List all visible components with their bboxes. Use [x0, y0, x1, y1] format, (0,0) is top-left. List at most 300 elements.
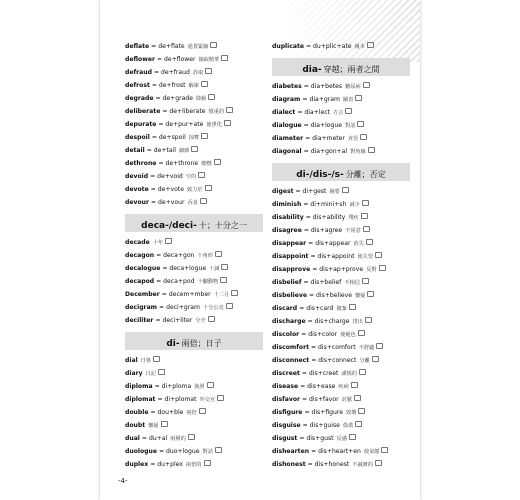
entry-word: disagree	[272, 227, 302, 234]
page-number: -4-	[118, 477, 128, 485]
vocab-entry	[272, 302, 410, 315]
vocab-entry	[125, 105, 263, 118]
entry-etymology: = dis+ap+prove	[312, 266, 364, 273]
entry-word: discharge	[272, 318, 306, 325]
entry-translation: 詐取	[192, 70, 204, 76]
entry-word: duplicate	[272, 43, 305, 50]
vocab-entry	[272, 432, 410, 445]
entry-etymology: = de+void	[150, 173, 183, 180]
vocab-entry	[272, 328, 410, 341]
entry-translation: 對話	[345, 123, 356, 129]
entry-word: duologue	[125, 448, 157, 455]
entry-translation: 使淨化	[206, 122, 222, 128]
entry-etymology: = dia+logue	[303, 122, 343, 129]
entry-word: defraud	[125, 69, 152, 76]
audio-icon[interactable]	[207, 382, 214, 388]
entry-translation: 毀壞	[346, 410, 357, 416]
entry-translation: 細節	[178, 148, 190, 154]
vocab-entry	[125, 170, 263, 183]
audio-icon[interactable]	[368, 147, 375, 153]
entry-translation: 十角形	[197, 253, 213, 259]
entry-translation: 懷疑	[355, 293, 366, 299]
entry-translation: 廢黜	[201, 161, 212, 167]
entry-translation: 十誡	[209, 266, 220, 272]
vocab-entry	[125, 380, 263, 393]
audio-icon[interactable]	[365, 317, 372, 323]
entry-etymology: = de+fraud	[153, 69, 190, 76]
vocab-entry	[272, 354, 410, 367]
entry-word: disappear	[272, 240, 307, 247]
entry-translation: 排出	[352, 319, 363, 325]
section-root: dia-	[302, 65, 322, 75]
entry-word: disguise	[272, 422, 301, 429]
entry-word: discard	[272, 305, 298, 312]
vocab-entry	[272, 445, 410, 458]
entry-translation: 反對	[366, 267, 377, 273]
entry-etymology: = de+vote	[150, 186, 184, 193]
entry-translation: 降級	[195, 96, 207, 102]
audio-icon[interactable]	[375, 252, 382, 258]
entry-etymology: = dia+meter	[305, 135, 345, 142]
vocab-entry	[125, 393, 263, 406]
entry-translation: 殘疾	[348, 215, 359, 221]
audio-icon[interactable]	[221, 55, 228, 61]
vocab-entry	[272, 93, 410, 106]
vocab-entry	[272, 380, 410, 393]
entry-translation: 不誠實的	[352, 462, 374, 468]
entry-word: detail	[125, 147, 145, 154]
section-root: deca-/deci-	[141, 221, 197, 231]
vocab-entry	[125, 249, 263, 262]
entry-etymology: = du+plex	[150, 461, 183, 468]
entry-etymology: = deca+pod	[156, 278, 195, 285]
entry-translation: 兩層的	[170, 436, 186, 442]
audio-icon[interactable]	[188, 434, 195, 440]
entry-translation: 複本	[354, 44, 365, 50]
entry-etymology: = dia+betes	[303, 83, 343, 90]
entry-translation: 十分公克	[202, 305, 224, 311]
audio-icon[interactable]	[357, 121, 364, 127]
entry-translation: 偽裝	[342, 423, 354, 429]
entry-word: deciliter	[125, 317, 154, 324]
section-meaning: 穿越；兩者之間	[323, 65, 380, 74]
entry-etymology: = dis+favor	[302, 396, 339, 403]
entry-etymology: = decem+mber	[161, 291, 211, 298]
audio-icon[interactable]	[215, 251, 222, 257]
vocab-entry	[125, 196, 263, 209]
entry-word: double	[125, 409, 149, 416]
vocab-entry	[125, 53, 263, 66]
entry-word: devour	[125, 199, 149, 206]
vocab-entry	[125, 432, 263, 445]
entry-word: discomfort	[272, 344, 309, 351]
vocab-entry	[125, 144, 263, 157]
entry-translation: 不同意	[345, 228, 361, 234]
audio-icon[interactable]	[220, 277, 227, 283]
vocab-entry	[272, 211, 410, 224]
entry-word: discolor	[272, 331, 300, 338]
entry-etymology: = dis+appear	[308, 240, 351, 247]
entry-word: dethrone	[125, 160, 157, 167]
entry-translation: 不舒適	[358, 345, 375, 351]
audio-icon[interactable]	[381, 447, 388, 453]
section-header	[272, 58, 410, 76]
entry-etymology: = dia+gram	[302, 96, 340, 103]
entry-word: disbelief	[272, 279, 302, 286]
entry-etymology: = dis+comfort	[310, 344, 356, 351]
entry-etymology: = de+vour	[151, 199, 185, 206]
entry-etymology: = di+ploma	[154, 383, 192, 390]
entry-etymology: = dis+guise	[302, 422, 340, 429]
vocab-entry	[125, 354, 263, 367]
vocab-entry	[272, 40, 410, 53]
entry-word: dishonest	[272, 461, 306, 468]
audio-icon[interactable]	[355, 95, 362, 101]
entry-translation: 分升	[195, 318, 206, 324]
entry-word: disbelieve	[272, 292, 307, 299]
entry-etymology: = duo+logue	[159, 448, 200, 455]
entry-etymology: = dia+lect	[297, 109, 330, 116]
left-column	[125, 40, 263, 471]
audio-icon[interactable]	[375, 460, 382, 466]
entry-translation: 解凍	[188, 83, 199, 89]
entry-translation: 拋棄	[336, 306, 347, 312]
entry-etymology: = di+plomat	[157, 396, 197, 403]
vocab-entry	[125, 79, 263, 92]
vocab-entry	[272, 406, 410, 419]
audio-icon[interactable]	[363, 82, 370, 88]
audio-icon[interactable]	[231, 290, 238, 296]
entry-translation: 通貨緊縮	[187, 44, 209, 50]
audio-icon[interactable]	[205, 185, 212, 191]
entry-etymology: = de+frost	[151, 82, 186, 89]
audio-icon[interactable]	[360, 134, 367, 140]
entry-translation: 掠奪	[188, 135, 200, 141]
entry-word: discreet	[272, 370, 300, 377]
entry-word: degrade	[125, 95, 154, 102]
entry-translation: 對話	[202, 449, 213, 455]
audio-icon[interactable]	[165, 238, 172, 244]
entry-etymology: = dis+ease	[300, 383, 336, 390]
entry-word: dual	[125, 435, 140, 442]
entry-translation: 分離	[359, 358, 370, 364]
entry-word: diagonal	[272, 148, 302, 155]
audio-icon[interactable]	[201, 81, 208, 87]
audio-icon[interactable]	[210, 42, 217, 48]
entry-word: disappoint	[272, 253, 309, 260]
vocab-entry	[125, 301, 263, 314]
entry-etymology: = dis+ability	[305, 214, 346, 221]
section-root: di-/dis-/s-	[296, 170, 344, 180]
audio-icon[interactable]	[354, 395, 361, 401]
entry-translation: 減少	[349, 202, 360, 208]
entry-word: deflate	[125, 43, 150, 50]
audio-icon[interactable]	[363, 226, 370, 232]
vocab-entry	[272, 367, 410, 380]
entry-etymology: = dis+creet	[301, 370, 339, 377]
entry-translation: 日晷	[140, 358, 152, 364]
vocab-entry	[272, 315, 410, 328]
audio-icon[interactable]	[349, 304, 356, 310]
entry-word: diabetes	[272, 83, 302, 90]
entry-word: diplomat	[125, 396, 156, 403]
entry-etymology: = dis+color	[301, 331, 338, 338]
audio-icon[interactable]	[201, 133, 208, 139]
vocab-entry	[125, 236, 263, 249]
entry-word: decapod	[125, 278, 155, 285]
entry-etymology: = di+gest	[295, 188, 327, 195]
entry-word: December	[125, 291, 160, 298]
entry-translation: 圖表	[342, 97, 354, 103]
entry-word: disconnect	[272, 357, 310, 364]
entry-etymology: = dis+heart+en	[311, 448, 361, 455]
entry-translation: 懷疑	[148, 423, 159, 429]
audio-icon[interactable]	[215, 447, 222, 453]
entry-etymology: = dou+ble	[150, 409, 184, 416]
entry-word: decigram	[125, 304, 158, 311]
vocab-entry	[272, 80, 410, 93]
audio-icon[interactable]	[367, 42, 374, 48]
entry-word: dial	[125, 357, 138, 364]
vocab-entry	[125, 66, 263, 79]
audio-icon[interactable]	[362, 200, 369, 206]
audio-icon[interactable]	[199, 408, 206, 414]
vocab-entry	[125, 275, 263, 288]
audio-icon[interactable]	[358, 330, 365, 336]
vocab-entry	[125, 419, 263, 432]
entry-word: dialogue	[272, 122, 302, 129]
vocab-entry	[125, 262, 263, 275]
audio-icon[interactable]	[362, 278, 369, 284]
audio-icon[interactable]	[367, 291, 374, 297]
audio-icon[interactable]	[372, 356, 379, 362]
entry-translation: 不相信	[344, 280, 360, 286]
entry-etymology: = de+grade	[155, 95, 193, 102]
entry-etymology: = dis+charge	[307, 318, 350, 325]
audio-icon[interactable]	[351, 382, 358, 388]
entry-etymology: = du+plic+ate	[306, 43, 352, 50]
vocab-entry	[125, 131, 263, 144]
entry-translation: 日記	[145, 371, 156, 377]
vocab-entry	[272, 106, 410, 119]
vocab-entry	[125, 288, 263, 301]
entry-translation: 疾病	[338, 384, 349, 390]
audio-icon[interactable]	[376, 343, 383, 349]
section-meaning: 十；十分之一	[198, 221, 247, 230]
audio-icon[interactable]	[214, 159, 221, 165]
audio-icon[interactable]	[204, 460, 211, 466]
entry-word: deflower	[125, 56, 155, 63]
right-column	[272, 40, 410, 471]
entry-word: devoid	[125, 173, 149, 180]
vocab-entry	[125, 406, 263, 419]
audio-icon[interactable]	[208, 94, 215, 100]
audio-icon[interactable]	[359, 369, 366, 375]
entry-etymology: = de+throne	[158, 160, 199, 167]
entry-etymology: = dis+belief	[303, 279, 342, 286]
vocab-entry	[272, 145, 410, 158]
vocab-entry	[125, 118, 263, 131]
vocab-entry	[125, 183, 263, 196]
section-root: di-	[166, 339, 180, 349]
vocab-entry	[125, 314, 263, 327]
audio-icon[interactable]	[200, 198, 207, 204]
entry-etymology: = de+liberate	[162, 108, 206, 115]
entry-etymology: = dis+figure	[304, 409, 344, 416]
audio-icon[interactable]	[205, 68, 212, 74]
audio-icon[interactable]	[191, 146, 198, 152]
audio-icon[interactable]	[366, 239, 373, 245]
entry-etymology: = deci+liter	[155, 317, 193, 324]
vocab-entry	[272, 224, 410, 237]
vocab-entry	[272, 458, 410, 471]
audio-icon[interactable]	[358, 408, 365, 414]
entry-word: digest	[272, 188, 294, 195]
section-meaning: 兩倍；日子	[181, 339, 222, 348]
audio-icon[interactable]	[217, 395, 224, 401]
audio-icon[interactable]	[345, 108, 352, 114]
entry-translation: 十腳動物	[197, 279, 219, 285]
audio-icon[interactable]	[208, 316, 215, 322]
entry-word: diagram	[272, 96, 301, 103]
audio-icon[interactable]	[355, 421, 362, 427]
entry-word: devote	[125, 186, 149, 193]
entry-word: duplex	[125, 461, 149, 468]
entry-word: dishearten	[272, 448, 310, 455]
entry-word: depurate	[125, 121, 157, 128]
entry-translation: 兩倍	[186, 410, 197, 416]
vocab-entry	[272, 119, 410, 132]
entry-translation: 消失	[353, 241, 364, 247]
entry-etymology: = du+al	[141, 435, 168, 442]
vocab-entry	[272, 237, 410, 250]
vocab-entry	[125, 92, 263, 105]
entry-etymology: = dis+connect	[311, 357, 357, 364]
entry-word: disease	[272, 383, 299, 390]
audio-icon[interactable]	[161, 421, 168, 427]
entry-etymology: = de+flower	[156, 56, 196, 63]
entry-translation: 兩倍的	[185, 462, 202, 468]
entry-translation: 十二月	[213, 292, 230, 298]
entry-etymology: = dis+agree	[303, 227, 343, 234]
entry-translation: 慎重的	[208, 109, 225, 115]
entry-word: defrost	[125, 82, 150, 89]
audio-icon[interactable]	[226, 303, 233, 309]
audio-icon[interactable]	[379, 265, 386, 271]
entry-word: deliberate	[125, 108, 161, 115]
entry-word: dialect	[272, 109, 296, 116]
vocab-entry	[272, 263, 410, 276]
entry-word: disfigure	[272, 409, 303, 416]
entry-translation: 致力於	[186, 187, 203, 193]
vocab-entry	[125, 40, 263, 53]
entry-translation: 謹慎的	[341, 371, 357, 377]
entry-word: decalogue	[125, 265, 161, 272]
entry-translation: 執照	[194, 384, 205, 390]
entry-translation: 外交官	[199, 397, 216, 403]
vocab-entry	[272, 198, 410, 211]
entry-word: disfavor	[272, 396, 301, 403]
vocab-entry	[272, 419, 410, 432]
vocab-entry	[125, 367, 263, 380]
vocab-entry	[125, 157, 263, 170]
entry-word: diminish	[272, 201, 302, 208]
vocab-entry	[272, 276, 410, 289]
entry-word: disgust	[272, 435, 298, 442]
audio-icon[interactable]	[342, 187, 349, 193]
section-header	[125, 332, 263, 350]
vocab-entry	[272, 250, 410, 263]
vocab-entry	[272, 289, 410, 302]
entry-word: diploma	[125, 383, 153, 390]
audio-icon[interactable]	[153, 356, 160, 362]
entry-etymology: = de+pur+ate	[158, 121, 204, 128]
entry-translation: 使褪色	[340, 332, 356, 338]
entry-translation: 十年	[152, 240, 164, 246]
vocab-entry	[125, 445, 263, 458]
audio-icon[interactable]	[361, 213, 368, 219]
entry-translation: 對角線	[350, 149, 366, 155]
entry-etymology: = de+flate	[151, 43, 185, 50]
entry-translation: 使失望	[357, 254, 374, 260]
entry-etymology: = de+tail	[146, 147, 176, 154]
entry-translation: 反感	[336, 436, 347, 442]
entry-etymology: = deca+logue	[162, 265, 207, 272]
entry-translation: 直徑	[347, 136, 359, 142]
entry-word: despoil	[125, 134, 150, 141]
entry-etymology: = dis+gust	[299, 435, 334, 442]
audio-icon[interactable]	[198, 172, 205, 178]
entry-translation: 方言	[332, 110, 344, 116]
vocab-entry	[272, 185, 410, 198]
entry-etymology: = dis+believe	[309, 292, 352, 299]
entry-translation: 吞食	[187, 200, 198, 206]
audio-icon[interactable]	[226, 107, 233, 113]
entry-word: diary	[125, 370, 143, 377]
audio-icon[interactable]	[221, 264, 228, 270]
entry-word: diameter	[272, 135, 304, 142]
audio-icon[interactable]	[158, 369, 165, 375]
entry-etymology: = dia+gon+al	[303, 148, 348, 155]
entry-etymology: = deca+gon	[156, 252, 195, 259]
entry-translation: 摘要	[329, 189, 340, 195]
section-meaning: 分離；否定	[345, 170, 386, 179]
entry-word: disability	[272, 214, 304, 221]
entry-word: disapprove	[272, 266, 311, 273]
book-page	[100, 0, 420, 500]
entry-translation: 討厭	[341, 397, 353, 403]
entry-translation: 空的	[185, 174, 197, 180]
entry-etymology: = deci+gram	[159, 304, 200, 311]
vocab-entry	[272, 341, 410, 354]
entry-word: doubt	[125, 422, 146, 429]
vocab-entry	[272, 132, 410, 145]
audio-icon[interactable]	[224, 120, 231, 126]
vocab-entry	[272, 393, 410, 406]
entry-etymology: = de+spoil	[151, 134, 186, 141]
section-header	[272, 163, 410, 181]
entry-word: decagon	[125, 252, 155, 259]
entry-etymology: = dis+card	[299, 305, 334, 312]
entry-etymology: = di+mini+sh	[303, 201, 347, 208]
entry-etymology: = dis+appoint	[310, 253, 355, 260]
audio-icon[interactable]	[349, 434, 356, 440]
entry-word: decade	[125, 239, 150, 246]
section-header	[125, 214, 263, 232]
entry-etymology: = dis+honest	[307, 461, 350, 468]
vocab-entry	[125, 458, 263, 471]
entry-translation: 糖尿病	[345, 84, 361, 90]
